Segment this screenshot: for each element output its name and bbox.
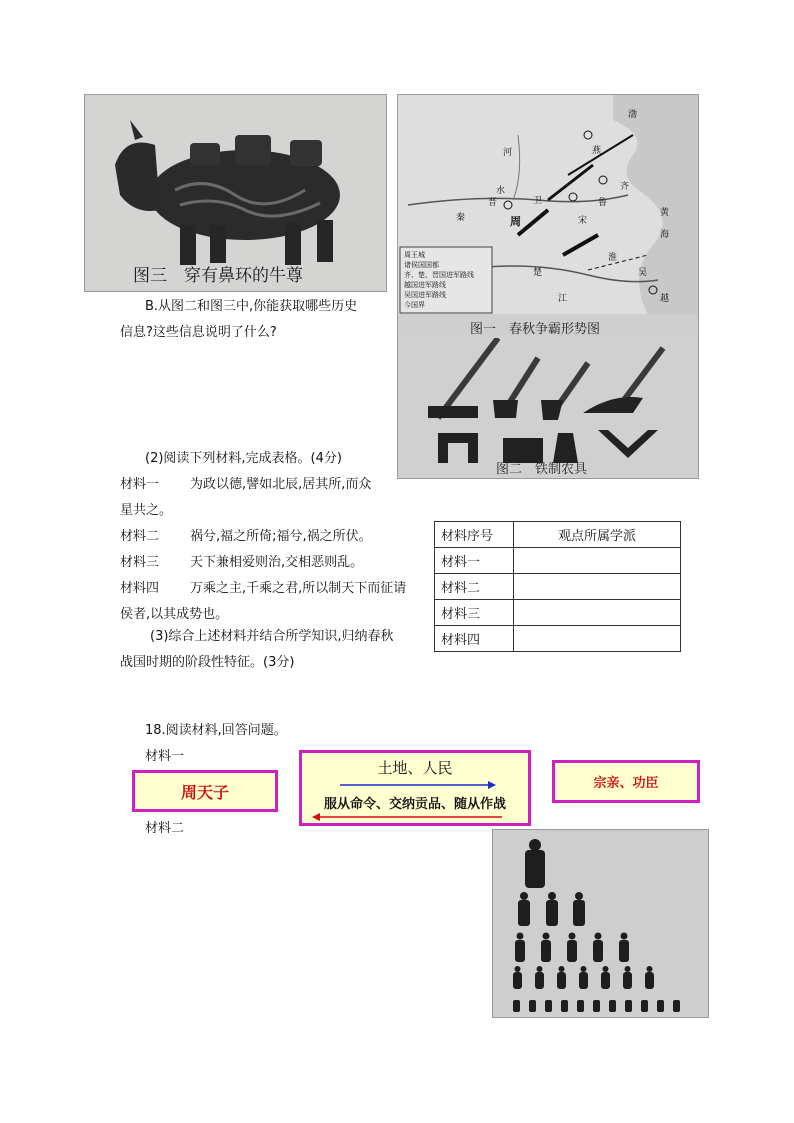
map-label: 江 xyxy=(558,294,568,304)
q1b-line2: 信息?这些信息说明了什么? xyxy=(120,325,277,340)
iron-tools-photo xyxy=(397,338,699,479)
map-legend-item: 诸侯国国都 xyxy=(404,261,439,269)
table-header: 观点所属学派 xyxy=(514,522,681,548)
material-row xyxy=(120,524,372,550)
q3-line2: 战国时期的阶段性特征。(3分) xyxy=(120,655,295,670)
table-row-label: 材料一 xyxy=(435,548,514,574)
map-label: 渤 xyxy=(628,110,638,120)
map-label: 黄 xyxy=(660,208,670,218)
q1b-line1: B.从图二和图三中,你能获取哪些历史 xyxy=(145,299,358,314)
q2-intro: (2)阅读下列材料,完成表格。(4分) xyxy=(145,451,342,466)
map-label: 秦 xyxy=(456,213,466,223)
map-legend-item: 吴国进军路线 xyxy=(404,291,446,299)
map-label: 楚 xyxy=(533,268,543,278)
king-box xyxy=(132,770,278,812)
q18-material2-label: 材料二 xyxy=(145,821,185,836)
map-legend-item: 越国进军路线 xyxy=(404,281,446,289)
table-row xyxy=(435,600,681,626)
material-row xyxy=(120,576,406,602)
material-label: 材料三 xyxy=(120,555,160,570)
map-label: 海 xyxy=(660,230,670,240)
table-row-label: 材料三 xyxy=(435,600,514,626)
answer-cell[interactable] xyxy=(514,574,681,600)
map-legend xyxy=(404,250,474,310)
table-header: 材料序号 xyxy=(435,522,514,548)
fig2-caption: 图二 铁制农具 xyxy=(496,462,588,477)
vassals-box xyxy=(552,760,700,803)
material-label: 材料四 xyxy=(120,581,160,596)
map-label: 周 xyxy=(510,215,521,228)
q3-line1: (3)综合上述材料并结合所学知识,归纳春秋 xyxy=(150,629,394,644)
material-label: 材料一 xyxy=(120,477,160,492)
q18-material1-label: 材料一 xyxy=(145,749,185,764)
table-row xyxy=(435,626,681,652)
material-row xyxy=(120,472,371,498)
material-continuation: 侯者,以其成势也。 xyxy=(120,607,229,622)
material-continuation: 星共之。 xyxy=(120,503,173,518)
map-label: 宋 xyxy=(578,216,588,226)
ox-zun-photo xyxy=(84,94,387,292)
map-legend-item: 周王城 xyxy=(404,251,425,259)
iron-tools-illustration xyxy=(398,338,698,478)
table-header-row xyxy=(435,522,681,548)
material-text: 祸兮,福之所倚;福兮,祸之所伏。 xyxy=(190,529,372,544)
map-label: 吴 xyxy=(638,268,648,278)
map-label: 齐 xyxy=(620,182,630,192)
grant-arrow-icon xyxy=(302,753,528,823)
table-row-label: 材料二 xyxy=(435,574,514,600)
material-text: 天下兼相爱则治,交相恶则乱。 xyxy=(190,555,364,570)
map-label: 越 xyxy=(660,294,670,304)
map-label: 燕 xyxy=(592,146,602,156)
fig1-caption: 图一 春秋争霸形势图 xyxy=(470,322,601,337)
map-label: 鲁 xyxy=(598,198,608,208)
map-label: 卫 xyxy=(533,196,543,206)
map-label: 水 xyxy=(496,186,506,196)
q18-title: 18.阅读材料,回答问题。 xyxy=(145,723,287,738)
king-label: 周天子 xyxy=(180,783,229,802)
hierarchy-pyramid-photo xyxy=(492,829,709,1018)
answer-cell[interactable] xyxy=(514,548,681,574)
fig3-caption: 图三 穿有鼻环的牛尊 xyxy=(133,266,303,286)
table-row-label: 材料四 xyxy=(435,626,514,652)
spring-autumn-map xyxy=(397,94,699,316)
map-legend-item: 今国界 xyxy=(404,301,425,309)
material-text: 为政以德,譬如北辰,居其所,而众 xyxy=(190,477,372,492)
relation-box xyxy=(299,750,531,826)
school-answer-table xyxy=(434,521,681,652)
material-text: 万乘之主,千乘之君,所以制天下而征请 xyxy=(190,581,407,596)
table-row xyxy=(435,574,681,600)
table-row xyxy=(435,548,681,574)
map-legend-item: 齐、楚、晋国进军路线 xyxy=(404,271,474,279)
hierarchy-figures-illustration xyxy=(493,830,708,1017)
vassals-label: 宗亲、功臣 xyxy=(593,776,659,791)
map-label: 河 xyxy=(503,148,513,158)
map-label: 淮 xyxy=(608,253,618,263)
grant-label: 土地、人民 xyxy=(377,759,453,777)
duty-label: 服从命令、交纳贡品、随从作战 xyxy=(323,797,506,812)
answer-cell[interactable] xyxy=(514,600,681,626)
material-row xyxy=(120,550,363,576)
answer-cell[interactable] xyxy=(514,626,681,652)
map-label: 晋 xyxy=(488,198,498,208)
material-label: 材料二 xyxy=(120,529,160,544)
